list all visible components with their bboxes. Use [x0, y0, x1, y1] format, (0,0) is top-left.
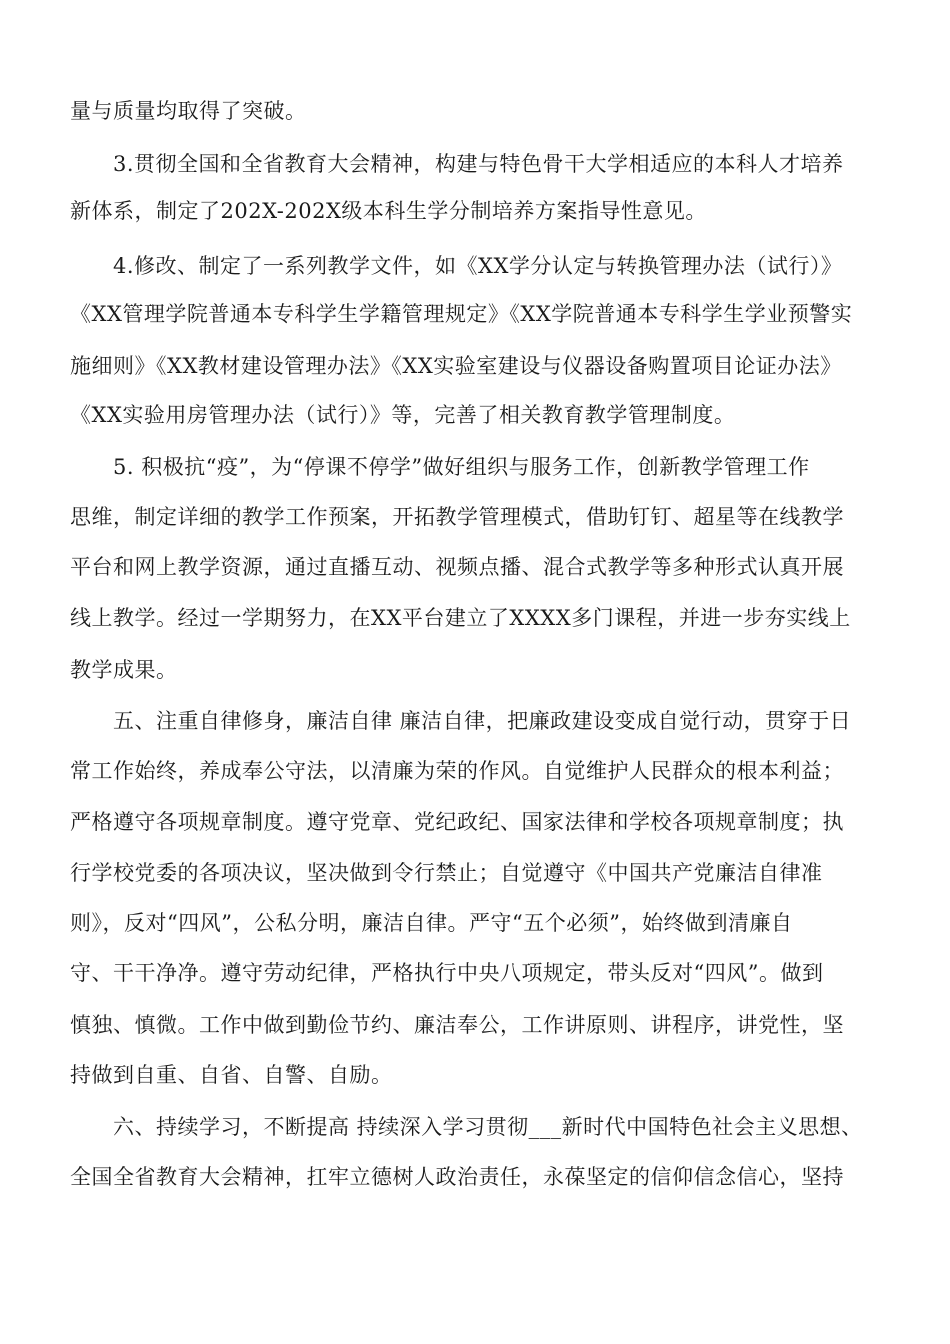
text-line: 持做到自重、自省、自警、自励。: [70, 1063, 393, 1087]
text-line: 六、持续学习，不断提高 持续深入学习贯彻___新时代中国特色社会主义思想、: [113, 1115, 863, 1139]
text-line: 《XX实验用房管理办法（试行）》等，完善了相关教育教学管理制度。: [70, 403, 736, 427]
text-line: 守、干干净净。遵守劳动纪律，严格执行中央八项规定，带头反对“四风”。做到: [70, 961, 824, 985]
text-line: 《XX管理学院普通本专科学生学籍管理规定》《XX学院普通本专科学生学业预警实: [70, 302, 853, 326]
text-line: 慎独、慎微。工作中做到勤俭节约、廉洁奉公，工作讲原则、讲程序，讲党性，坚: [70, 1013, 844, 1037]
text-line: 3.贯彻全国和全省教育大会精神，构建与特色骨干大学相适应的本科人才培养: [113, 152, 844, 176]
text-line: 量与质量均取得了突破。: [70, 99, 307, 123]
text-line: 5. 积极抗“疫”，为“停课不停学”做好组织与服务工作，创新教学管理工作: [113, 455, 810, 479]
text-line: 平台和网上教学资源，通过直播互动、视频点播、混合式教学等多种形式认真开展: [70, 555, 844, 579]
text-line: 则》，反对“四风”，公私分明，廉洁自律。严守“五个必须”，始终做到清廉自: [70, 911, 793, 935]
text-line: 严格遵守各项规章制度。遵守党章、党纪政纪、国家法律和学校各项规章制度；执: [70, 810, 844, 834]
text-line: 全国全省教育大会精神，扛牢立德树人政治责任，永葆坚定的信仰信念信心，坚持: [70, 1165, 844, 1189]
text-line: 常工作始终，养成奉公守法，以清廉为荣的作风。自觉维护人民群众的根本利益；: [70, 759, 844, 783]
text-line: 4.修改、制定了一系列教学文件，如《XX学分认定与转换管理办法（试行）》: [113, 254, 843, 278]
text-line: 教学成果。: [70, 658, 178, 682]
text-line: 施细则》《XX教材建设管理办法》《XX实验室建设与仪器设备购置项目论证办法》: [70, 354, 842, 378]
text-line: 线上教学。经过一学期努力，在XX平台建立了XXXX多门课程，并进一步夯实线上: [70, 606, 851, 630]
text-line: 思维，制定详细的教学工作预案，开拓教学管理模式，借助钉钉、超星等在线教学: [70, 505, 844, 529]
text-line: 新体系，制定了202X-202X级本科生学分制培养方案指导性意见。: [70, 199, 707, 223]
text-line: 五、注重自律修身，廉洁自律 廉洁自律，把廉政建设变成自觉行动，贯穿于日: [113, 709, 852, 733]
text-line: 行学校党委的各项决议，坚决做到令行禁止；自觉遵守《中国共产党廉洁自律准: [70, 861, 823, 885]
